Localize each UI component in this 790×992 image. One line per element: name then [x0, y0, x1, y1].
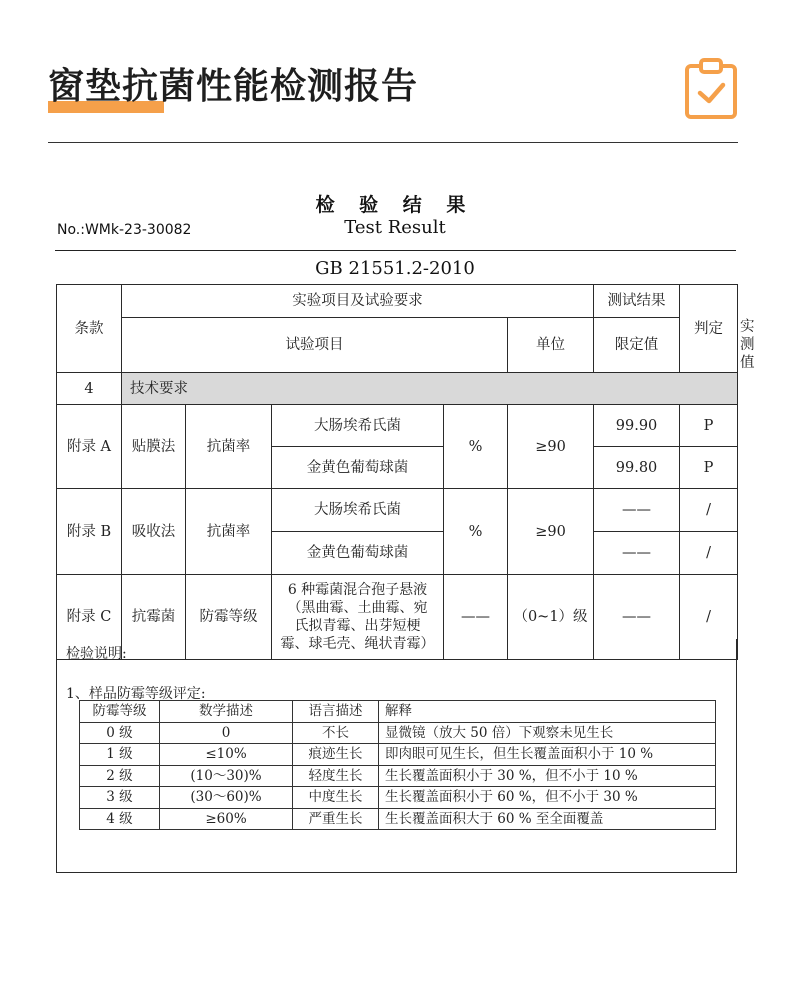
grade-cell: (30～60)% — [160, 787, 293, 809]
grade-cell: 生长覆盖面积小于 60 %，但不小于 30 % — [379, 787, 716, 809]
measured-cell: —— — [594, 575, 680, 660]
organism-cell: 大肠埃希氏菌 — [272, 489, 444, 532]
sheet-title: 检 验 结 果 — [315, 194, 475, 216]
grade-row — [80, 722, 716, 744]
grade-row — [80, 765, 716, 787]
limit-cell: ≥90 — [508, 405, 594, 489]
grade-cell: (10～30)% — [160, 765, 293, 787]
notes-box — [56, 639, 737, 873]
band-row — [57, 373, 738, 405]
sheet-divider — [55, 250, 736, 251]
grade-header-cell: 数学描述 — [160, 701, 293, 723]
clause-cell: 附录 A — [57, 405, 122, 489]
grade-cell: 4 级 — [80, 808, 160, 830]
grade-cell: 即肉眼可见生长，但生长覆盖面积小于 10 % — [379, 744, 716, 766]
header-verdict: 判定 — [680, 285, 738, 373]
grade-row — [80, 808, 716, 830]
grade-cell: 生长覆盖面积大于 60 % 至全面覆盖 — [379, 808, 716, 830]
header-unit: 单位 — [508, 318, 594, 373]
grade-cell: 0 — [160, 722, 293, 744]
grade-cell: 1 级 — [80, 744, 160, 766]
limit-cell: ≥90 — [508, 489, 594, 575]
header-row-1 — [57, 285, 738, 318]
results-table — [56, 284, 755, 660]
header-divider — [48, 142, 738, 143]
grade-cell: 2 级 — [80, 765, 160, 787]
limit-cell: （0~1）级 — [508, 575, 594, 660]
mold-grade-table — [79, 700, 716, 830]
organism-line: 霉、球毛壳、绳状青霉） — [280, 636, 435, 652]
header-clause: 条款 — [57, 285, 122, 373]
sheet-subtitle: Test Result — [344, 217, 446, 238]
grade-cell: ≥60% — [160, 808, 293, 830]
method-cell: 抗霉菌 — [122, 575, 186, 660]
report-number: No.:WMk-23-30082 — [57, 222, 192, 238]
band-label: 技术要求 — [122, 373, 738, 405]
item-cell: 抗菌率 — [186, 489, 272, 575]
header-result-group: 测试结果 — [594, 285, 680, 318]
page-title: 窗垫抗菌性能检测报告 — [48, 66, 419, 107]
method-cell: 吸收法 — [122, 489, 186, 575]
grade-cell: 3 级 — [80, 787, 160, 809]
unit-cell: % — [444, 489, 508, 575]
grade-row — [80, 787, 716, 809]
measured-cell: 99.80 — [594, 447, 680, 489]
header-test-group: 实验项目及试验要求 — [122, 285, 594, 318]
measured-cell: —— — [594, 489, 680, 532]
unit-cell: % — [444, 405, 508, 489]
grade-cell: ≤10% — [160, 744, 293, 766]
organism-cell: 金黄色葡萄球菌 — [272, 532, 444, 575]
verdict-cell: / — [680, 489, 738, 532]
grade-cell: 显微镜（放大 50 倍）下观察未见生长 — [379, 722, 716, 744]
grade-cell: 中度生长 — [293, 787, 379, 809]
organism-line: 氏拟青霉、出芽短梗 — [294, 618, 421, 634]
item-cell: 防霉等级 — [186, 575, 272, 660]
title-block — [48, 64, 418, 110]
measured-cell: —— — [594, 532, 680, 575]
grade-header-row — [80, 701, 716, 723]
organism-line: （黑曲霉、土曲霉、宛 — [287, 600, 428, 616]
method-cell: 贴膜法 — [122, 405, 186, 489]
grade-cell: 生长覆盖面积小于 30 %，但不小于 10 % — [379, 765, 716, 787]
organism-line: 6 种霉菌混合孢子悬液 — [287, 582, 428, 598]
unit-cell: —— — [444, 575, 508, 660]
grade-cell: 不长 — [293, 722, 379, 744]
grade-header-cell: 语言描述 — [293, 701, 379, 723]
clause-cell: 附录 B — [57, 489, 122, 575]
grade-cell: 轻度生长 — [293, 765, 379, 787]
grade-cell: 0 级 — [80, 722, 160, 744]
item-cell: 抗菌率 — [186, 405, 272, 489]
grade-header-cell: 防霉等级 — [80, 701, 160, 723]
verdict-cell: / — [680, 532, 738, 575]
header-item: 试验项目 — [122, 318, 508, 373]
notes-subtitle: 1、样品防霉等级评定: — [66, 686, 206, 702]
table-row — [57, 489, 738, 532]
header-row-2: 试验项目 单位 限定值 实测值 — [57, 318, 738, 373]
clause-cell: 附录 C — [57, 575, 122, 660]
band-clause: 4 — [57, 373, 122, 405]
verdict-cell: P — [680, 447, 738, 489]
header-limit: 限定值 — [594, 318, 680, 373]
verdict-cell: P — [680, 405, 738, 447]
grade-cell: 痕迹生长 — [293, 744, 379, 766]
measured-cell: 99.90 — [594, 405, 680, 447]
notes-label: 检验说明: — [66, 646, 127, 662]
table-row — [57, 405, 738, 447]
organism-cell: 金黄色葡萄球菌 — [272, 447, 444, 489]
standard-code: GB 21551.2-2010 — [315, 258, 475, 279]
grade-row — [80, 744, 716, 766]
clipboard-check-icon — [684, 58, 738, 120]
grade-cell: 严重生长 — [293, 808, 379, 830]
grade-header-cell: 解释 — [379, 701, 716, 723]
verdict-cell: / — [680, 575, 738, 660]
organism-cell: 大肠埃希氏菌 — [272, 405, 444, 447]
